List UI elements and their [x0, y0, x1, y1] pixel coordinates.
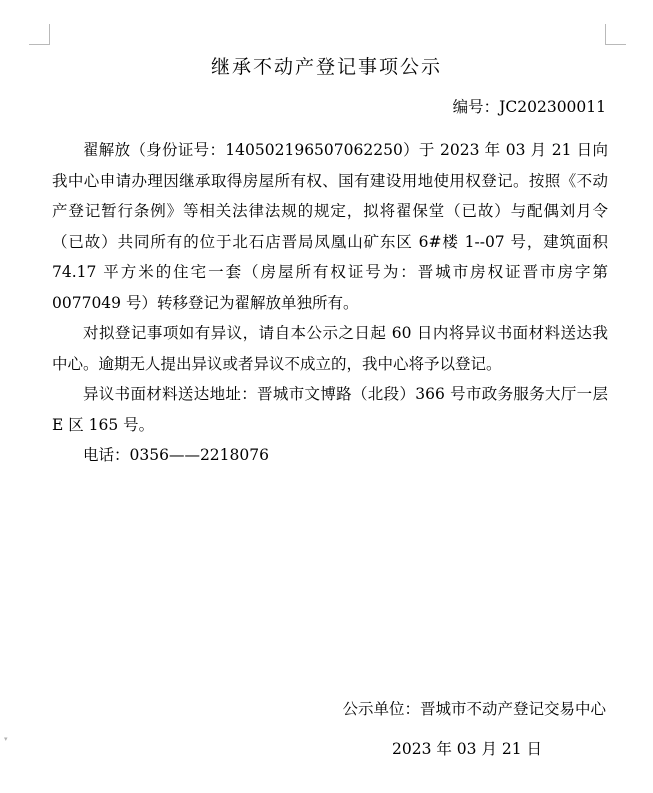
- document-number: 编号：JC202300011: [452, 98, 606, 116]
- paragraph-objection: 对拟登记事项如有异议，请自本公示之日起 60 日内将异议书面材料送达我中心。逾期无人提出异议或者异议不成立的，我中心将予以登记。: [52, 324, 608, 373]
- paragraph-address: 异议书面材料送达地址：晋城市文博路（北段）366 号市政务服务大厅一层 E 区 165 号。: [52, 385, 608, 434]
- paragraph-application: 翟解放（身份证号：140502196507062250）于 2023 年 03 月 21 日向我中心申请办理因继承取得房屋所有权、国有建设用地使用权登记。按照《不动产登记暂行条例》等相关法律法规的规定，拟将翟保堂（已故）与配偶刘月令（已故）共同所有的位于北石店晋局凤凰山矿东区 6#楼 1--07 号，建筑面积 74.17 平方米的住宅一套（房屋所有权证号为：晋城市房权证晋市房字第 0077049 号）转移登记为翟解放单独所有。: [52, 141, 608, 312]
- crop-mark-top-right: [605, 24, 626, 45]
- document-title: 继承不动产登记事项公示: [210, 56, 442, 78]
- paragraph-phone: 电话：0356——2218076: [83, 446, 269, 464]
- issuing-unit: 公示单位：晋城市不动产登记交易中心: [342, 700, 606, 718]
- issue-date: 2023 年 03 月 21 日: [392, 740, 543, 758]
- margin-marker-icon: ▾: [4, 735, 8, 743]
- crop-mark-top-left: [29, 24, 50, 45]
- document-body: [52, 135, 608, 471]
